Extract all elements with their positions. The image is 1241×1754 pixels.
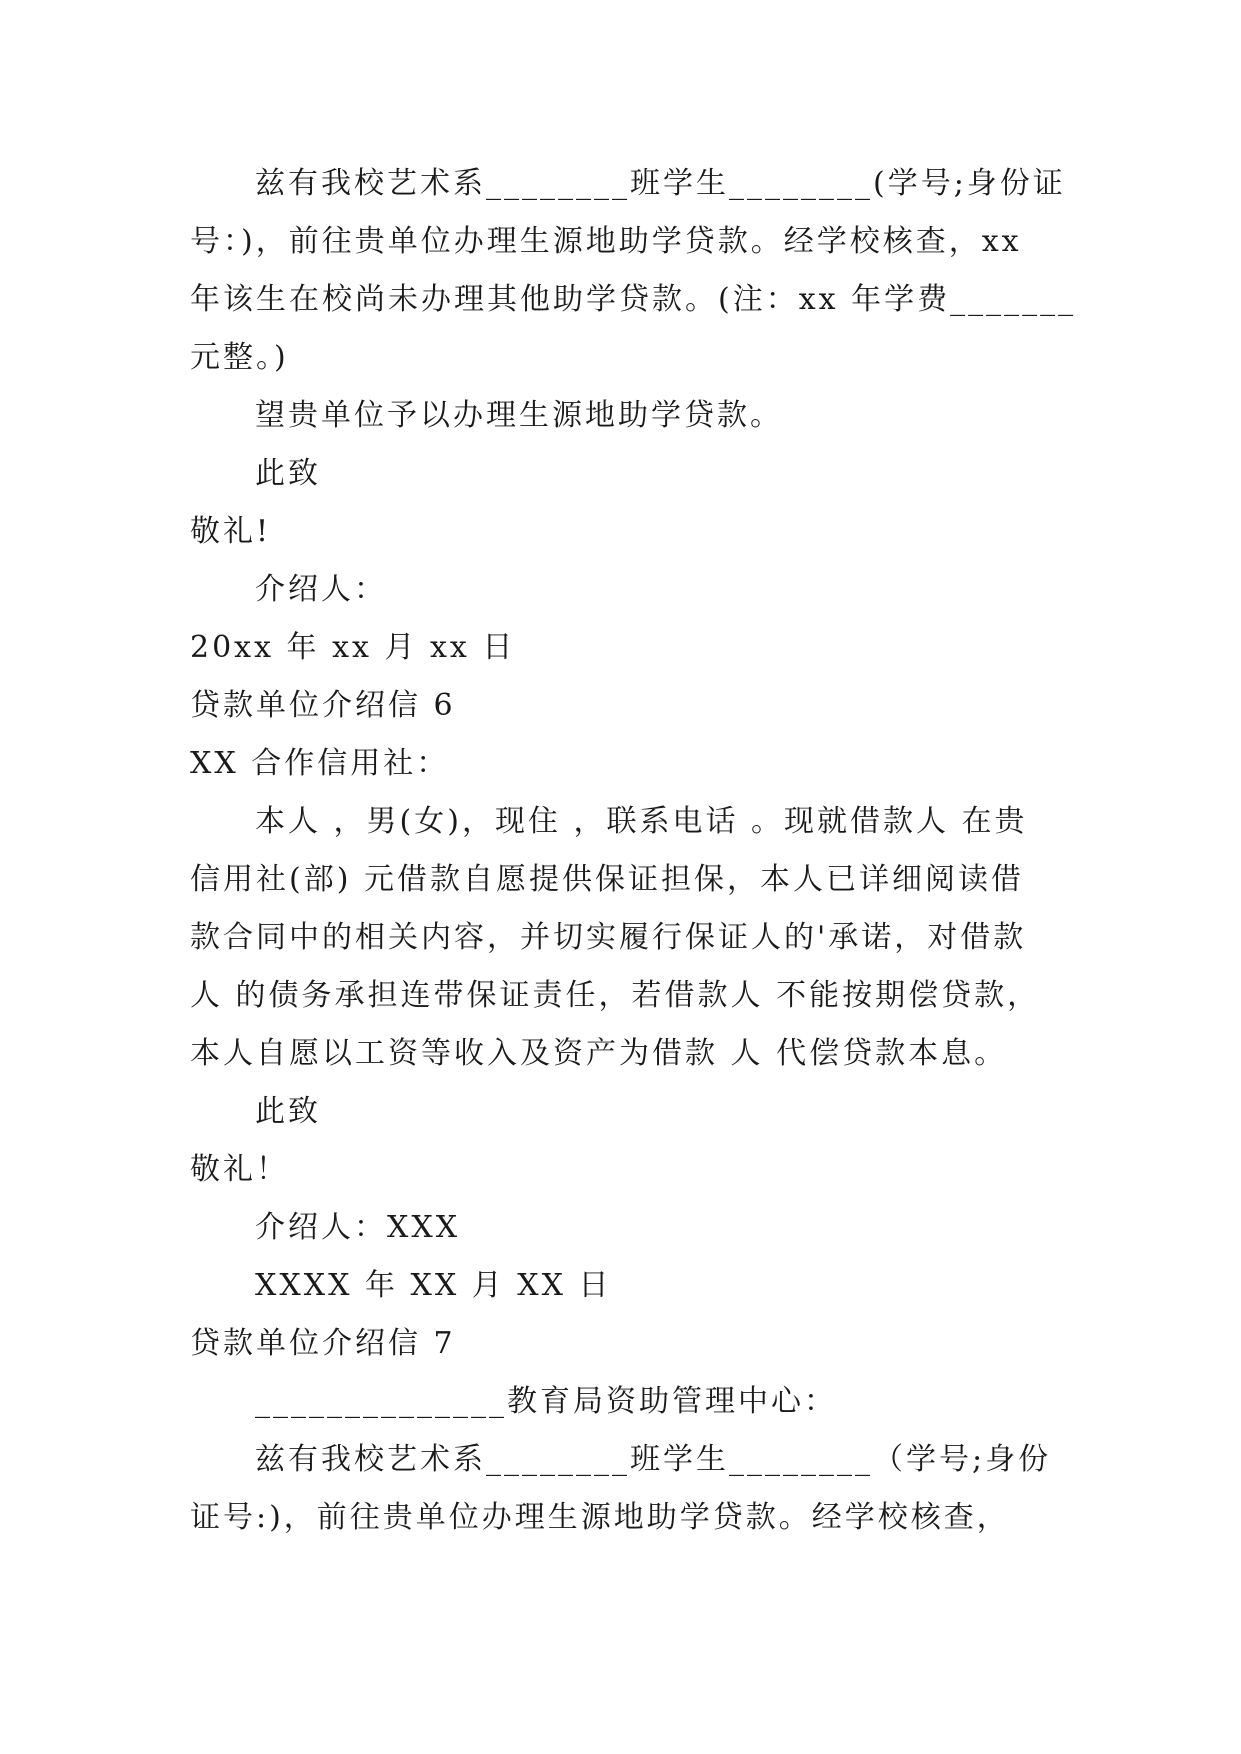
paragraph-line: 兹有我校艺术系________班学生________（学号;身份 — [255, 1442, 1052, 1477]
closing-line: 此致 — [255, 456, 321, 491]
date-line: 20xx 年 xx 月 xx 日 — [190, 630, 516, 665]
section-title: 贷款单位介绍信 7 — [190, 1326, 456, 1361]
paragraph-line: 款合同中的相关内容，并切实履行保证人的'承诺，对借款 — [190, 920, 1027, 955]
paragraph-line: 年该生在校尚未办理其他助学贷款。(注：xx 年学费_______ — [190, 282, 1077, 317]
salutation-line: 敬礼! — [190, 514, 272, 549]
paragraph-line: 人 的债务承担连带保证责任，若借款人 不能按期偿贷款， — [190, 978, 1041, 1013]
paragraph-line: 兹有我校艺术系________班学生________(学号;身份证 — [255, 166, 1066, 201]
date-line: XXXX 年 XX 月 XX 日 — [255, 1268, 612, 1303]
section-title: 贷款单位介绍信 6 — [190, 688, 456, 723]
signature-line: 介绍人： — [255, 572, 387, 607]
closing-line: 此致 — [255, 1094, 321, 1129]
recipient-line: XX 合作信用社： — [190, 746, 450, 781]
signature-line: 介绍人：XXX — [255, 1210, 461, 1245]
paragraph-line: 望贵单位予以办理生源地助学贷款。 — [255, 398, 783, 433]
paragraph-line: 信用社(部) 元借款自愿提供保证担保，本人已详细阅读借 — [190, 862, 1024, 897]
paragraph-line: 本人 ，男(女)，现住 ，联系电话 。现就借款人 在贵 — [255, 804, 1028, 839]
salutation-line: 敬礼！ — [190, 1152, 289, 1187]
paragraph-line: 号：)，前往贵单位办理生源地助学贷款。经学校核查，xx — [190, 224, 1022, 259]
paragraph-line: 证号:)，前往贵单位办理生源地助学贷款。经学校核查， — [190, 1500, 1010, 1535]
document-body — [190, 155, 1077, 1547]
recipient-line: ______________教育局资助管理中心： — [255, 1384, 837, 1419]
paragraph-line: 元整。) — [190, 340, 289, 375]
paragraph-line: 本人自愿以工资等收入及资产为借款 人 代偿贷款本息。 — [190, 1036, 1008, 1071]
